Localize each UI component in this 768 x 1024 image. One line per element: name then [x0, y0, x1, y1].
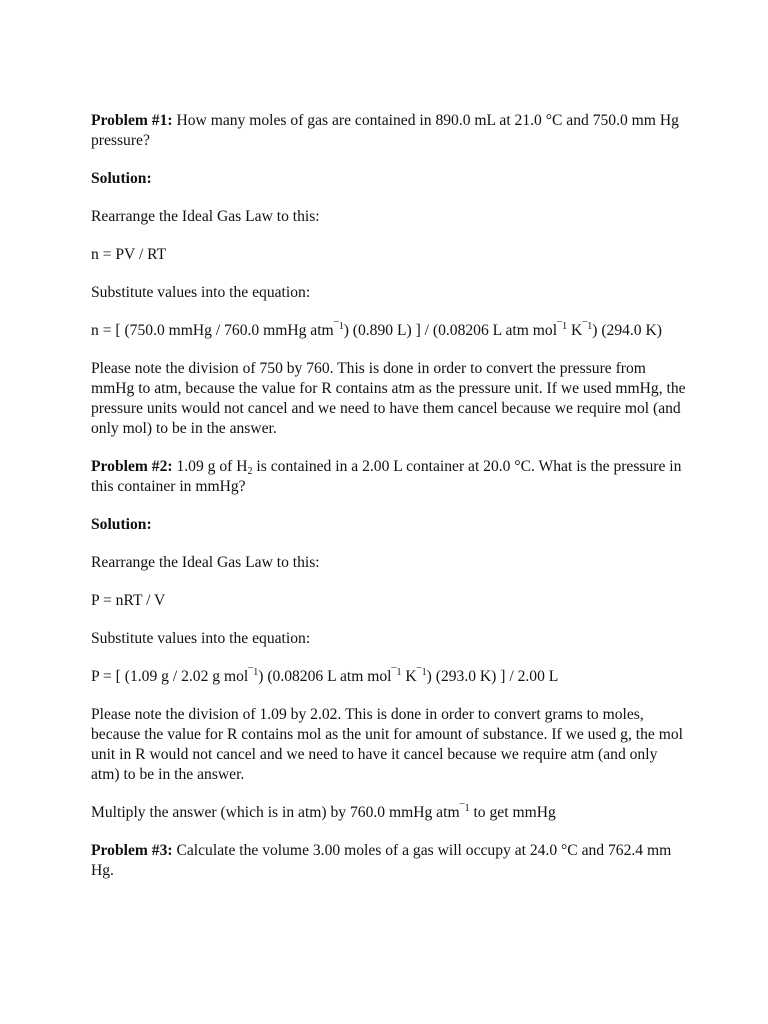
problem-2-formula: P = nRT / V [91, 592, 166, 609]
problem-1-solution-heading: Solution: [91, 170, 152, 187]
problem-1-label: Problem #1: [91, 112, 173, 129]
problem-3-question [91, 841, 688, 881]
problem-2-substitute: Substitute values into the equation: [91, 630, 311, 647]
problem-1-text: How many moles of gas are contained in 890.0 mL at 21.0 °C and 750.0 mm Hg pressure? [91, 112, 679, 149]
problem-1-rearrange: Rearrange the Ideal Gas Law to this: [91, 208, 320, 225]
problem-2-equation: P = [ (1.09 g / 2.02 g mol$^{¯1}$) (0.08206 L atm mol$^{¯1}$ $K^{¯1}$) (293.0 K) ] / 2.00 L [91, 667, 559, 685]
problem-2-solution-heading: Solution: [91, 516, 152, 533]
problem-1-question [91, 111, 688, 151]
problem-2-multiply: Multiply the answer (which is in atm) by 760.0 mmHg atm$^{¯1}$ to get mmHg [91, 803, 556, 821]
problem-3-label: Problem #3: [91, 842, 173, 859]
problem-3-text: Calculate the volume 3.00 moles of a gas will occupy at 24.0 °C and 762.4 mm Hg. [91, 842, 672, 879]
problem-1-note: Please note the division of 750 by 760. This is done in order to convert the pressure from mmHg to atm, because the value for R contains atm as the pressure unit. If we used mmHg, the pressure units would not cancel and we need to have them cancel because we require mol (and only mol) to be in the answer. [91, 360, 686, 437]
problem-2-question: Problem #2: 1.09 g of $H_2$ is contained in a 2.00 L container at 20.0 °C. What is the pressure in this container in mmHg? [91, 458, 682, 495]
problem-2-note: Please note the division of 1.09 by 2.02. This is done in order to convert grams to moles, because the value for R contains mol as the unit for amount of substance. If we used g, the mol unit in R would not cancel and we need to have it cancel because we require atm (and only atm) to be in the answer. [91, 706, 683, 783]
problem-1-substitute: Substitute values into the equation: [91, 284, 311, 301]
problem-2-rearrange: Rearrange the Ideal Gas Law to this: [91, 554, 320, 571]
problem-2-label: Problem #2: [91, 458, 173, 475]
problem-1-equation: n = [ (750.0 mmHg / 760.0 mmHg atm$^{¯1}$) (0.890 L) ] / (0.08206 L atm mol$^{¯1}$ $K^{¯1}$) (294.0 K) [91, 321, 662, 339]
problem-1-formula: n = PV / RT [91, 246, 167, 263]
